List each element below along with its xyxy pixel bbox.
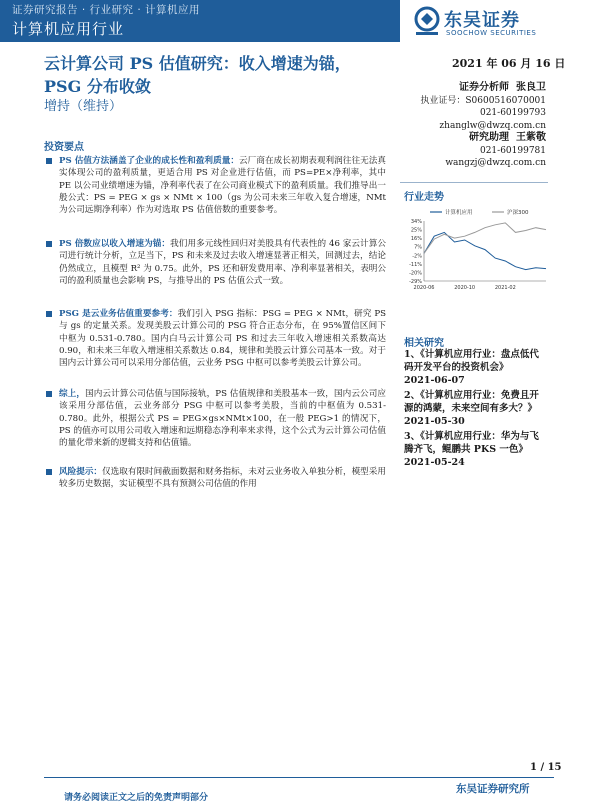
disclaimer: 请务必阅读正文之后的免责声明部分 (64, 793, 209, 803)
analyst-email[interactable]: wangzj@dwzq.com.cn (445, 158, 546, 168)
page-number: 1 / 15 (530, 762, 562, 773)
series-line-1 (424, 223, 546, 254)
footer-divider (44, 777, 554, 778)
report-title-line2: PSG 分布收敛 (44, 77, 151, 96)
industry-title: 计算机应用行业 (12, 20, 125, 38)
report-category: 证券研究报告 · 行业研究 · 计算机应用 (12, 4, 201, 16)
x-tick-label: 2020-10 (454, 285, 476, 291)
analyst-2 (400, 132, 546, 145)
industry-trend-chart (400, 205, 550, 295)
bullet-square-icon (46, 311, 52, 317)
related-item-date: 2021-05-30 (404, 416, 465, 427)
analyst-phone: 021-60199793 (479, 108, 546, 118)
related-item-title: 1、《计算机应用行业：盘点低代码开发平台的投资机会》 (404, 349, 539, 373)
bullet-item (46, 388, 386, 449)
bullet-text: 云厂商在成长初期表观利润往往无法真实体现公司的盈利质量，更适合用 PS 对企业进行估值，而 PS=PE×净利率，其中 PE 以公司业绩增速为锚，净利率代表了在公司商业模式下的盈利质量。我们推导出一般公式：PS = PEG × gs × NMt × 100（gs 为公司未来三年收入复合增速，NMt 为公司远期净利率）作为对选取 PS 估值倍数的重要参考。 (59, 156, 386, 216)
report-date: 2021 年 06 月 16 日 (452, 57, 566, 70)
bullet-square-icon (46, 469, 52, 475)
related-title: 相关研究 (404, 338, 444, 349)
institute-name: 东吴证券研究所 (456, 783, 530, 795)
analyst-name: 王紫敬 (516, 132, 546, 143)
soochow-logo-icon (414, 6, 440, 36)
legend-label: 沪深300 (507, 210, 529, 216)
related-item-date: 2021-05-24 (404, 457, 465, 468)
logo-text: 东吴证券 (444, 10, 520, 31)
rating: 增持（维持） (44, 99, 123, 114)
analyst-block (400, 82, 546, 170)
related-item-date: 2021-06-07 (404, 375, 465, 386)
bullet-lead: PS 估值方法涵盖了企业的成长性和盈利质量： (59, 156, 240, 166)
analyst-role: 证券分析师 (459, 82, 510, 93)
analyst-1 (400, 82, 546, 95)
y-tick-label: 34% (410, 219, 422, 225)
report-title-line1: 云计算公司 PS 估值研究：收入增速为锚， (44, 54, 351, 73)
analyst-cert: 执业证号：S0600516070001 (420, 95, 546, 106)
bullet-text: 我们用多元线性回归对美股具有代表性的 46 家云计算公司进行统计分析，立足当下，PS 和未来及过去收入增速显著正相关，回测过去，结论仍然成立，且模型 R² 为 0.75。此外，PS 还和研发费用率、净利率显著相关，表明公司的盈利质量也会影响 PS，与推导出的 PS 估值公式一致。 (59, 239, 386, 286)
bullet-square-icon (46, 158, 52, 164)
related-item[interactable] (404, 389, 544, 428)
section-title: 投资要点 (44, 142, 84, 153)
legend-label: 计算机应用 (445, 210, 473, 216)
bullet-lead: PSG 是云业务估值重要参考： (59, 309, 178, 319)
bullet-item (46, 155, 386, 216)
y-tick-label: 7% (414, 244, 422, 251)
related-list (404, 348, 544, 471)
bullet-text: 我们引入 PSG 指标：PSG = PEG × NMt，研究 PS 与 gs 的定量关系。发现美股云计算公司的 PSG 符合正态分布，在 95%置信区间下中枢为 0.531-0.780。国内白马云计算公司 PS 和过去三年收入增速相关系数高达 0.90，和未来三年收入增速相关系数达 0.84，规律和美股云计算公司基本一致。对于国内云计算公司可以采用分部估值，云业务 PSG 中枢可以参考美股云计算公司。 (59, 309, 386, 369)
bullet-square-icon (46, 241, 52, 247)
bullet-lead: 综上， (59, 389, 86, 399)
trend-title: 行业走势 (404, 192, 444, 203)
logo-text-en: SOOCHOW SECURITIES (446, 29, 537, 37)
bullet-lead: 风险提示： (59, 467, 103, 477)
bullet-lead: PS 倍数应以收入增速为锚： (59, 239, 171, 249)
bullet-square-icon (46, 391, 52, 397)
related-item[interactable] (404, 430, 544, 469)
report-title (44, 52, 394, 98)
related-item-title: 2、《计算机应用行业：免费且开源的鸿蒙，未来空间有多大？》 (404, 390, 539, 414)
bullet-text: 仅选取有限时间截面数据和财务指标，未对云业务收入单独分析，模型采用较多历史数据，实证模型不具有预测公司估值的作用 (59, 467, 386, 490)
analyst-name: 张良卫 (516, 82, 546, 93)
series-line-0 (424, 232, 546, 269)
y-tick-label: -29% (409, 279, 422, 285)
related-item[interactable] (404, 348, 544, 387)
y-tick-label: -20% (409, 270, 422, 277)
x-tick-label: 2020-06 (413, 285, 435, 291)
y-tick-label: -11% (409, 261, 422, 268)
y-tick-label: 25% (410, 227, 422, 234)
bullet-item (46, 238, 386, 287)
x-tick-label: 2021-02 (494, 285, 516, 291)
analyst-email[interactable]: zhanglw@dwzq.com.cn (439, 120, 546, 131)
analyst-phone: 021-60199781 (479, 145, 546, 156)
y-tick-label: 16% (410, 236, 422, 243)
bullet-item (46, 308, 386, 369)
related-item-title: 3、《计算机应用行业：华为与飞腾齐飞，鲲鹏共 PKS 一色》 (404, 431, 539, 455)
analyst-role: 研究助理 (469, 132, 510, 143)
y-tick-label: -2% (412, 253, 422, 260)
bullet-text: 国内云计算公司估值与国际接轨，PS 估值规律和美股基本一致，国内云公司应该采用分部估值，云业务部分 PSG 中枢可以参考美股，当前的中枢值为 0.531-0.780。此外，根据公式 PS = PEG×gs×NMt×100，在一般 PEG>1 的情况下，PS 的值亦可以用公司收入增速和远期稳态净利率来求得，这个公式为云计算公司估值的量化带来新的逻辑支持和估值锚。 (59, 389, 386, 449)
sidebar-divider (400, 182, 548, 183)
bullet-item (46, 466, 386, 491)
